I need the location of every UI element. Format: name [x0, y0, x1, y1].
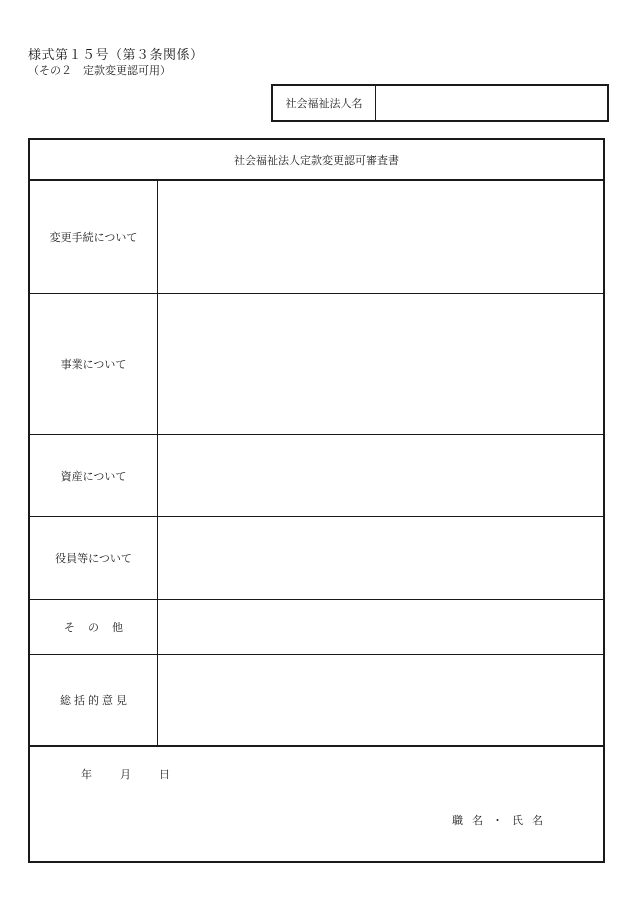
form-subtitle: （その２ 定款変更認可用） [28, 64, 171, 77]
row-officers [30, 517, 603, 600]
row-business [30, 294, 603, 435]
date-line [81, 766, 170, 782]
row-field-other[interactable] [158, 600, 603, 654]
row-label-officers: 役員等について [30, 517, 158, 599]
corporation-name-label: 社会福祉法人名 [273, 86, 376, 120]
date-day: 日 [159, 768, 170, 781]
row-label-assets: 資産について [30, 435, 158, 516]
row-other [30, 600, 603, 655]
row-field-business[interactable] [158, 294, 603, 434]
review-table [28, 138, 605, 863]
review-table-title: 社会福祉法人定款変更認可審査書 [30, 140, 603, 181]
form-number: 様式第１５号（第３条関係） [28, 48, 204, 63]
row-field-assets[interactable] [158, 435, 603, 516]
row-assets [30, 435, 603, 517]
corporation-name-box [271, 84, 609, 122]
row-change-procedure [30, 181, 603, 294]
row-label-other: その他 [30, 600, 158, 654]
signature-line: 職名・氏名 [452, 814, 552, 827]
row-field-officers[interactable] [158, 517, 603, 599]
row-field-overall-opinion[interactable] [158, 655, 603, 745]
row-overall-opinion [30, 655, 603, 747]
row-field-change-procedure[interactable] [158, 181, 603, 293]
corporation-name-field[interactable] [376, 86, 607, 120]
row-label-overall-opinion: 総括的意見 [30, 655, 158, 745]
date-month: 月 [120, 768, 131, 781]
date-year: 年 [81, 768, 92, 781]
row-label-change-procedure: 変更手続について [30, 181, 158, 293]
row-label-business: 事業について [30, 294, 158, 434]
